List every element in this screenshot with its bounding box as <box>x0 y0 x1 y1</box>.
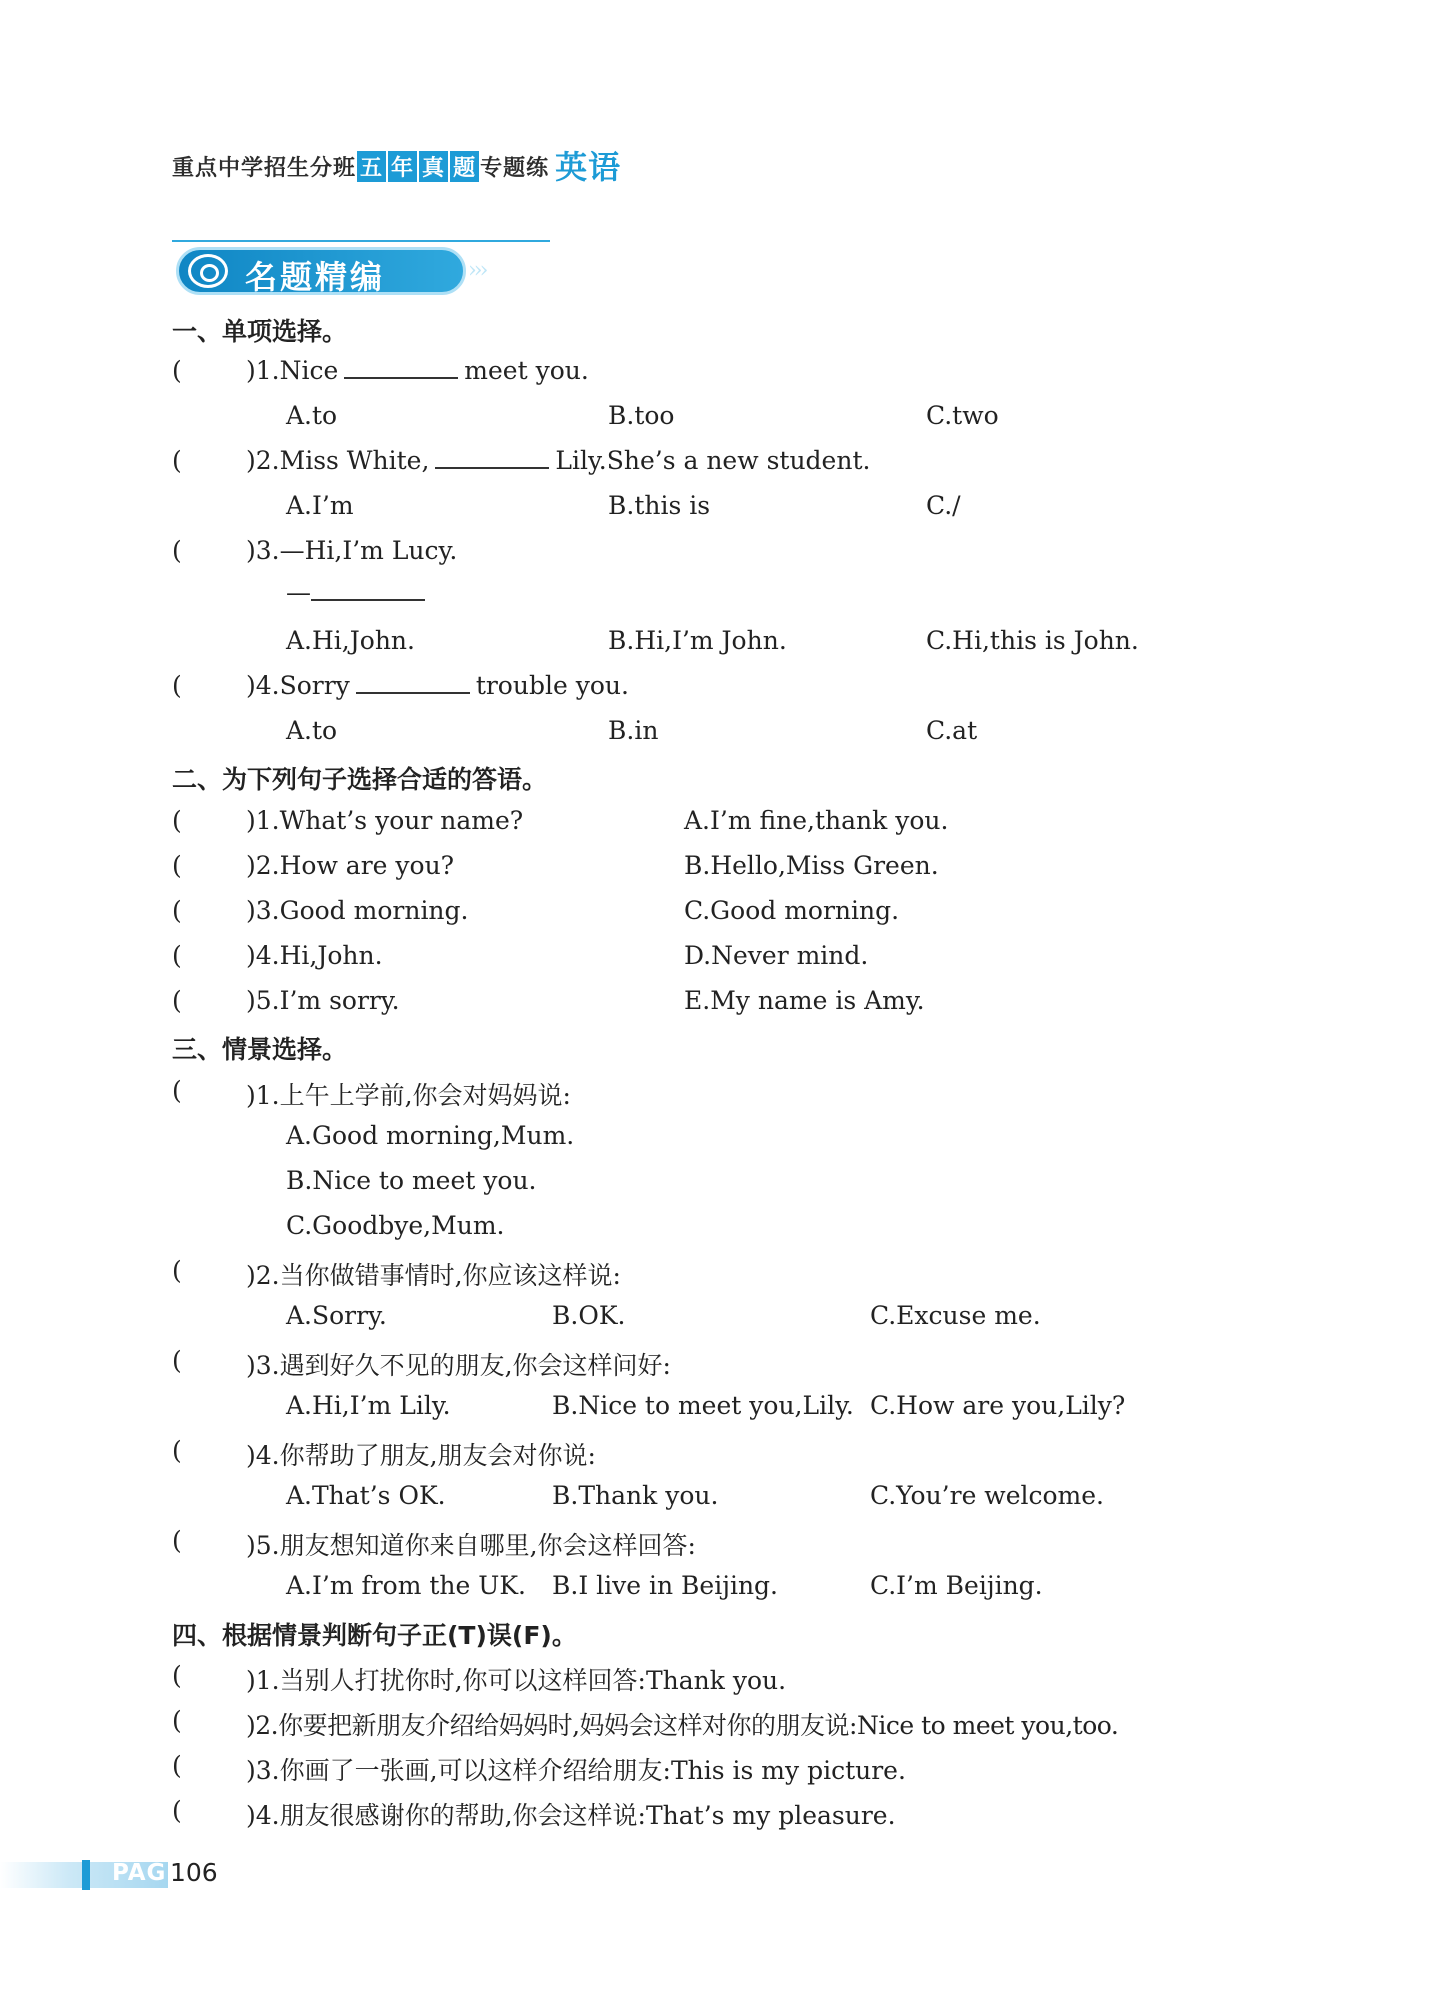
s1-q3-dash: — <box>286 578 311 607</box>
section2-title: 二、为下列句子选择合适的答语。 <box>172 765 548 794</box>
s3-q1-option-b: B.Nice to meet you. <box>286 1166 537 1195</box>
s1-q2-pre: )2.Miss White, <box>246 446 430 475</box>
header-prefix: 重点中学招生分班 <box>172 156 357 181</box>
answer-paren: ( <box>172 1706 182 1735</box>
section3-title: 三、情景选择。 <box>172 1035 348 1064</box>
page-label: PAGE <box>112 1860 184 1886</box>
s2-question-3: )3.Good morning. <box>246 896 469 925</box>
banner-logo-icon <box>188 254 228 288</box>
section4-title: 四、根据情景判断句子正(T)误(F)。 <box>172 1621 577 1650</box>
s1-q2-option-b: B.this is <box>608 491 711 520</box>
s1-q3-text: )3.—Hi,I’m Lucy. <box>246 536 458 565</box>
answer-paren: ( <box>172 356 182 385</box>
s1-q4-option-b: B.in <box>608 716 659 745</box>
s3-question-2: )2.当你做错事情时,你应该这样说: <box>246 1261 621 1290</box>
banner-title: 名题精编 <box>245 258 386 296</box>
s2-answer-d: D.Never mind. <box>684 941 869 970</box>
s3-q2-option-c: C.Excuse me. <box>870 1301 1041 1330</box>
book-series-header <box>172 142 621 188</box>
banner-swoosh-icon: ››› <box>468 258 486 283</box>
s1-q2-option-c: C./ <box>926 491 961 520</box>
s3-q3-option-a: A.Hi,I’m Lily. <box>286 1391 451 1420</box>
s3-question-5: )5.朋友想知道你来自哪里,你会这样回答: <box>246 1531 696 1560</box>
s1-q1-pre: )1.Nice <box>246 356 339 385</box>
s2-question-4: )4.Hi,John. <box>246 941 383 970</box>
s2-answer-e: E.My name is Amy. <box>684 986 925 1015</box>
s3-q5-option-c: C.I’m Beijing. <box>870 1571 1043 1600</box>
answer-paren: ( <box>172 806 182 835</box>
s3-q2-option-a: A.Sorry. <box>286 1301 387 1330</box>
s4-statement-1: )1.当别人打扰你时,你可以这样回答:Thank you. <box>246 1666 787 1695</box>
s1-q1-option-a: A.to <box>286 401 338 430</box>
s4-statement-2: )2.你要把新朋友介绍给妈妈时,妈妈会这样对你的朋友说:Nice to meet you,too. <box>246 1711 1119 1740</box>
s3-q4-option-c: C.You’re welcome. <box>870 1481 1104 1510</box>
s3-question-3: )3.遇到好久不见的朋友,你会这样问好: <box>246 1351 671 1380</box>
s3-q4-option-b: B.Thank you. <box>552 1481 719 1510</box>
s1-q4-option-a: A.to <box>286 716 338 745</box>
header-subject: 英语 <box>555 148 622 186</box>
answer-paren: ( <box>172 1346 182 1375</box>
answer-paren: ( <box>172 536 182 565</box>
s3-q3-option-c: C.How are you,Lily? <box>870 1391 1126 1420</box>
s1-q4-pre: )4.Sorry <box>246 671 350 700</box>
s3-q3-option-b: B.Nice to meet you,Lily. <box>552 1391 854 1420</box>
section1-title: 一、单项选择。 <box>172 317 348 346</box>
s4-statement-3: )3.你画了一张画,可以这样介绍给朋友:This is my picture. <box>246 1756 906 1785</box>
s1-question-2 <box>246 446 870 475</box>
s1-q2-option-a: A.I’m <box>286 491 354 520</box>
s1-question-1 <box>246 356 589 385</box>
s1-q1-option-c: C.two <box>926 401 999 430</box>
banner-rule <box>172 240 550 242</box>
s2-question-5: )5.I’m sorry. <box>246 986 400 1015</box>
answer-paren: ( <box>172 1526 182 1555</box>
header-highlight-3: 真 <box>419 151 448 182</box>
answer-blank <box>311 579 425 601</box>
s1-question-4 <box>246 671 629 700</box>
answer-paren: ( <box>172 1661 182 1690</box>
header-highlight-2: 年 <box>388 151 417 182</box>
s2-question-1: )1.What’s your name? <box>246 806 524 835</box>
s1-q3-option-c: C.Hi,this is John. <box>926 626 1139 655</box>
answer-paren: ( <box>172 1436 182 1465</box>
s2-answer-a: A.I’m fine,thank you. <box>684 806 949 835</box>
s1-q4-option-c: C.at <box>926 716 978 745</box>
page-footer-mark <box>82 1860 90 1890</box>
answer-paren: ( <box>172 1076 182 1105</box>
s1-q1-post: meet you. <box>464 356 589 385</box>
s3-q1-option-a: A.Good morning,Mum. <box>286 1121 575 1150</box>
s1-q4-post: trouble you. <box>475 671 629 700</box>
s1-q3-option-a: A.Hi,John. <box>286 626 415 655</box>
answer-paren: ( <box>172 851 182 880</box>
s3-q5-option-b: B.I live in Beijing. <box>552 1571 779 1600</box>
header-highlight-4: 题 <box>450 151 479 182</box>
answer-paren: ( <box>172 986 182 1015</box>
s2-answer-c: C.Good morning. <box>684 896 900 925</box>
answer-blank <box>435 447 549 469</box>
s2-question-2: )2.How are you? <box>246 851 455 880</box>
s3-question-4: )4.你帮助了朋友,朋友会对你说: <box>246 1441 596 1470</box>
s1-q1-option-b: B.too <box>608 401 675 430</box>
s3-q5-option-a: A.I’m from the UK. <box>286 1571 526 1600</box>
s3-question-1: )1.上午上学前,你会对妈妈说: <box>246 1081 571 1110</box>
answer-paren: ( <box>172 446 182 475</box>
s1-q3-option-b: B.Hi,I’m John. <box>608 626 787 655</box>
page-number: 106 <box>170 1858 218 1887</box>
s2-answer-b: B.Hello,Miss Green. <box>684 851 939 880</box>
s1-q3-reply-line <box>286 578 431 607</box>
answer-paren: ( <box>172 1256 182 1285</box>
header-suffix: 专题练 <box>480 156 550 181</box>
answer-blank <box>344 357 458 379</box>
answer-paren: ( <box>172 671 182 700</box>
answer-paren: ( <box>172 1751 182 1780</box>
answer-blank <box>356 672 470 694</box>
s3-q1-option-c: C.Goodbye,Mum. <box>286 1211 505 1240</box>
s3-q2-option-b: B.OK. <box>552 1301 626 1330</box>
s4-statement-4: )4.朋友很感谢你的帮助,你会这样说:That’s my pleasure. <box>246 1801 896 1830</box>
answer-paren: ( <box>172 1796 182 1825</box>
header-highlight-1: 五 <box>357 151 386 182</box>
s3-q4-option-a: A.That’s OK. <box>286 1481 446 1510</box>
answer-paren: ( <box>172 941 182 970</box>
answer-paren: ( <box>172 896 182 925</box>
s1-q2-post: Lily.She’s a new student. <box>555 446 871 475</box>
